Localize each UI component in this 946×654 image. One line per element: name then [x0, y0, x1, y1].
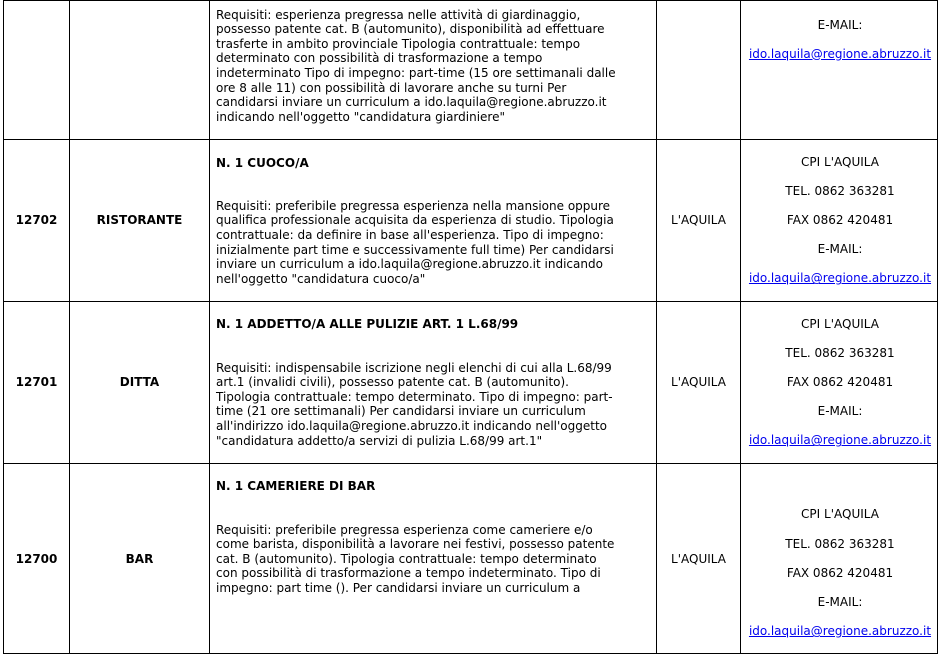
company-type: BAR: [70, 463, 210, 654]
job-description: [210, 1, 657, 140]
contact-office: CPI L'AQUILA: [801, 507, 879, 522]
job-location: L'AQUILA: [657, 301, 741, 463]
contact-info: [741, 139, 938, 301]
job-title: N. 1 ADDETTO/A ALLE PULIZIE ART. 1 L.68/99: [216, 317, 519, 332]
contact-info: [741, 463, 938, 654]
contact-phone: TEL. 0862 363281: [785, 345, 895, 360]
contact-info: [741, 1, 938, 140]
contact-fax: FAX 0862 420481: [786, 375, 894, 390]
company-type: RISTORANTE: [70, 139, 210, 301]
job-title: N. 1 CAMERIERE DI BAR: [216, 479, 376, 494]
company-type: [70, 1, 210, 140]
table-row: [4, 1, 938, 140]
job-description: [210, 139, 657, 301]
table-row: [4, 463, 938, 654]
contact-email-link[interactable]: ido.laquila@regione.abruzzo.it: [748, 271, 932, 286]
job-listings-table: [3, 0, 938, 654]
contact-office: CPI L'AQUILA: [801, 316, 879, 331]
job-location: L'AQUILA: [657, 139, 741, 301]
contact-email-link[interactable]: ido.laquila@regione.abruzzo.it: [748, 46, 932, 61]
contact-office: CPI L'AQUILA: [801, 154, 879, 169]
job-description: [210, 463, 657, 654]
contact-email-link[interactable]: ido.laquila@regione.abruzzo.it: [748, 624, 932, 639]
contact-fax: FAX 0862 420481: [786, 213, 894, 228]
offer-id: 12702: [4, 139, 70, 301]
job-location: L'AQUILA: [657, 463, 741, 654]
contact-phone: TEL. 0862 363281: [785, 536, 895, 551]
contact-info: [741, 301, 938, 463]
job-requirements: Requisiti: esperienza pregressa nelle attività di giardinaggio, possesso patente cat. B (automunito), disponibilità ad effettuare trasferte in ambito provinciale Tipologia contrattuale: tempo determinato con possibilità di trasformazione a tempo indeterminato Tipo di impegno: part-time (15 ore settimanali dalle ore 8 alle 11) con possibilità di lavorare anche su turni Per candidarsi inviare un curriculum a ido.laquila@regione.abruzzo.it indicando nell'oggetto "candidatura giardiniere": [216, 7, 616, 124]
contact-phone: TEL. 0862 363281: [785, 183, 895, 198]
contact-fax: FAX 0862 420481: [786, 565, 894, 580]
job-requirements: Requisiti: indispensabile iscrizione negli elenchi di cui alla L.68/99 art.1 (invalidi civili), possesso patente cat. B (automunito). Tipologia contrattuale: tempo determinato. Tipo di impegno: part- time (21 ore settimanali) Per candidarsi inviare un curriculum all'indirizzo ido.laquila@regione.abruzzo.it indicando nell'oggetto "candidatura addetto/a servizi di pulizia L.68/99 art.1": [216, 360, 613, 448]
job-requirements: Requisiti: preferibile pregressa esperienza come cameriere e/o come barista, disponibilità a lavorare nei festivi, possesso patente cat. B (automunito). Tipologia contrattuale: tempo determinato con possibilità di trasformazione a tempo indeterminato. Tipo di impegno: part time (). Per candidarsi inviare un curriculum a: [216, 522, 615, 595]
contact-email-label: E-MAIL:: [817, 404, 863, 419]
company-type: DITTA: [70, 301, 210, 463]
job-location: [657, 1, 741, 140]
job-requirements: Requisiti: preferibile pregressa esperienza nella mansione oppure qualifica professionale acquisita da esperienza di studio. Tipologia contrattuale: da definire in base all'esperienza. Tipo di impegno: inizialmente part time e successivamente full time) Per candidarsi inviare un curriculum a ido.laquila@regione.abruzzo.it indicando nell'oggetto "candidatura cuoco/a": [216, 198, 614, 286]
contact-email-link[interactable]: ido.laquila@regione.abruzzo.it: [748, 433, 932, 448]
job-title: N. 1 CUOCO/A: [216, 155, 309, 170]
offer-id: 12701: [4, 301, 70, 463]
contact-email-label: E-MAIL:: [817, 242, 863, 257]
job-description: [210, 301, 657, 463]
offer-id: 12700: [4, 463, 70, 654]
contact-email-label: E-MAIL:: [817, 17, 863, 32]
table-row: [4, 301, 938, 463]
offer-id: [4, 1, 70, 140]
contact-email-label: E-MAIL:: [817, 594, 863, 609]
table-row: [4, 139, 938, 301]
